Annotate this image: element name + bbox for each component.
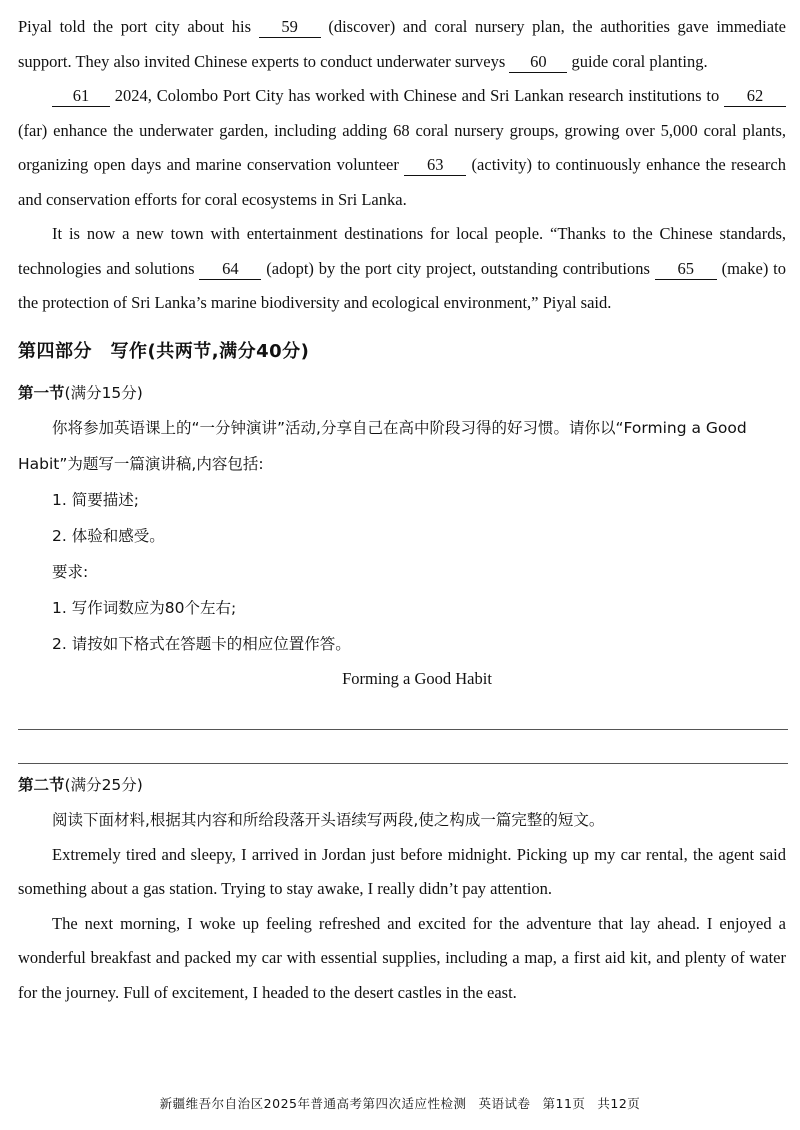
section1-title — [18, 376, 786, 410]
requirements-label: 要求: — [52, 562, 89, 581]
story-paragraph-1: Extremely tired and sleepy, I arrived in Jordan just before midnight. Picking up my car rental, the agent said something about a gas station. Trying to stay awake, I really didn’t pay attention. — [18, 844, 786, 898]
blank-63: 63 — [404, 155, 466, 176]
footer-page-number: 第11页 — [542, 1096, 586, 1111]
answer-line-2 — [18, 730, 788, 764]
footer-subject: 英语试卷 — [478, 1096, 531, 1111]
passage-text: 2024, Colombo Port City has worked with Chinese and Sri Lankan research institutions to — [110, 86, 724, 105]
section1-title-bold: 第一节 — [18, 383, 65, 402]
essay-title: Forming a Good Habit — [342, 668, 492, 688]
passage-text: (far) enhance the underwater garden, including adding 68 coral nursery groups, growing over 5,000 coral plants, organizing open days and marine conservation volunteer — [18, 120, 786, 174]
story-paragraph-2: The next morning, I woke up feeling refreshed and excited for the adventure that lay ahead. I enjoyed a wonderful breakfast and packed my car with essential supplies, including a map, a first aid kit, and plenty of water for the journey. Full of excitement, I headed to the desert castles in the east. — [18, 913, 786, 1002]
passage-paragraph-3 — [18, 217, 786, 321]
passage-text: (adopt) by the port city project, outstanding contributions — [261, 258, 655, 278]
blank-61: 61 — [52, 86, 110, 107]
footer-total-pages: 共12页 — [597, 1096, 641, 1111]
section1-title-score: (满分15分) — [64, 383, 143, 402]
passage-text: (activity) to continuously enhance the research and conservation efforts for coral ecosystems in Sri Lanka. — [18, 155, 786, 209]
page-footer — [0, 1094, 800, 1112]
answer-line-1 — [18, 696, 788, 730]
passage-text: guide coral planting. — [567, 51, 708, 71]
passage-paragraph-2 — [18, 79, 786, 217]
content-item-2: 2. 体验和感受。 — [52, 526, 165, 545]
blank-62: 62 — [724, 86, 786, 107]
passage-text: (discover) and coral nursery plan, the authorities gave immediate support. They also invited Chinese experts to conduct underwater surveys — [18, 17, 786, 71]
passage-text: It is now a new town with entertainment destinations for local people. “Thanks to the Chinese standards, technologies and solutions — [18, 224, 786, 278]
section2-title — [18, 768, 786, 802]
blank-59: 59 — [259, 17, 321, 38]
passage-text: Piyal told the port city about his — [18, 17, 259, 36]
section1-instruction: 你将参加英语课上的“一分钟演讲”活动,分享自己在高中阶段习得的好习惯。请你以“Forming a Good Habit”为题写一篇演讲稿,内容包括: — [18, 418, 747, 473]
requirement-2: 2. 请按如下格式在答题卡的相应位置作答。 — [52, 634, 351, 653]
blank-64: 64 — [199, 259, 261, 280]
blank-60: 60 — [509, 52, 567, 73]
section2-instruction: 阅读下面材料,根据其内容和所给段落开头语续写两段,使之构成一篇完整的短文。 — [52, 810, 605, 829]
section2-title-bold: 第二节 — [18, 775, 65, 794]
passage-text: (make) to the protection of Sri Lanka’s marine biodiversity and ecological environment,” Piyal said. — [18, 258, 786, 312]
passage-paragraph-1 — [18, 10, 786, 79]
blank-65: 65 — [655, 259, 717, 280]
section2-title-score: (满分25分) — [64, 775, 143, 794]
content-item-1: 1. 简要描述; — [52, 490, 139, 509]
footer-exam-name: 新疆维吾尔自治区2025年普通高考第四次适应性检测 — [159, 1096, 467, 1111]
part4-title: 第四部分 写作(共两节,满分40分) — [18, 340, 310, 362]
requirement-1: 1. 写作词数应为80个左右; — [52, 598, 237, 617]
